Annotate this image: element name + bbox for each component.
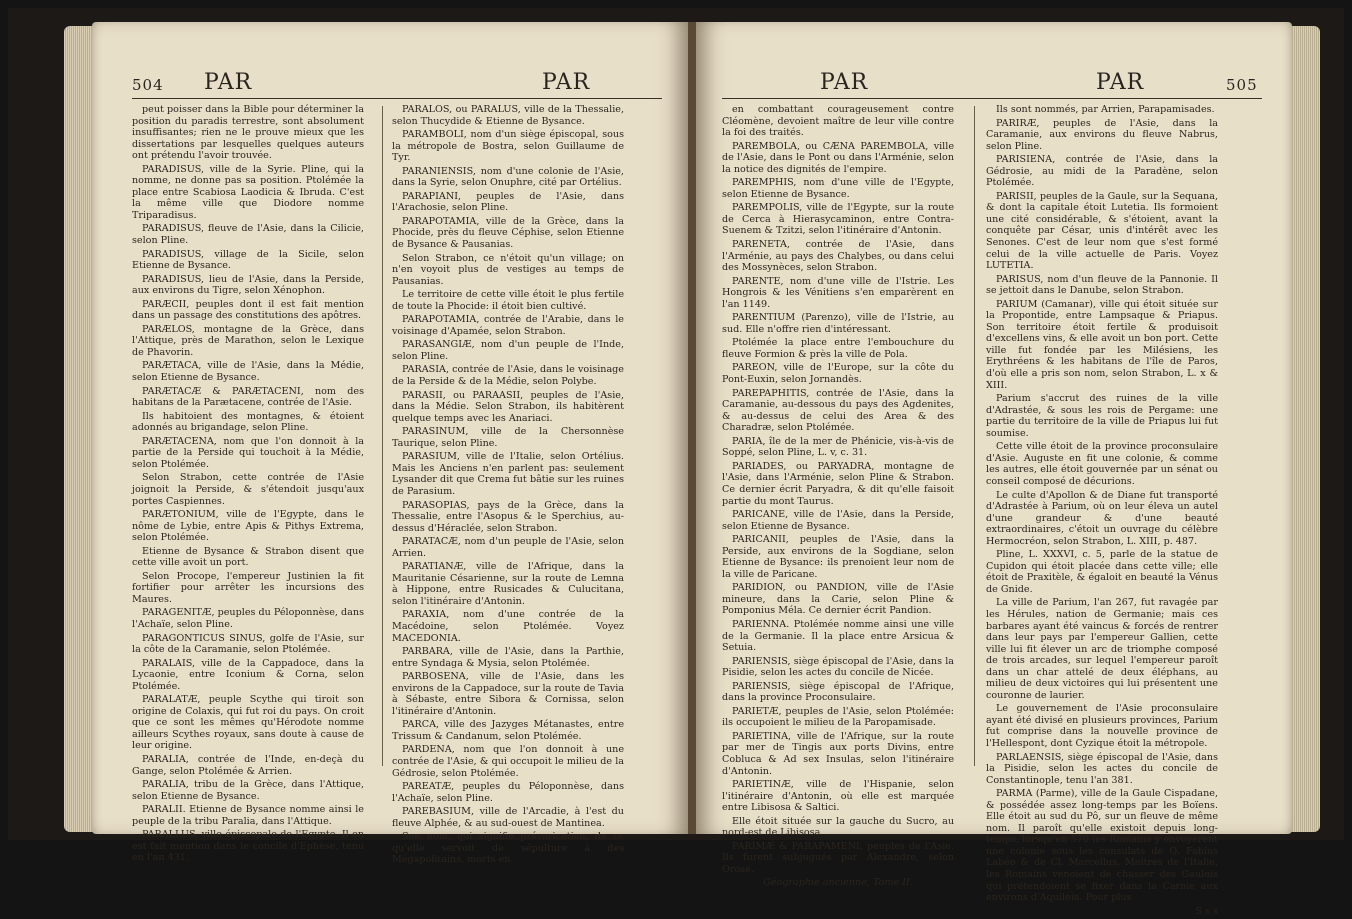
entry-paragraph: Etienne de Bysance & Strabon disent que cette ville avoit un port. — [132, 545, 364, 569]
entry-paragraph: PARÆLOS, montagne de la Grèce, dans l'Attique, près de Marathon, selon le Lexique de Phavorin. — [132, 323, 364, 358]
entry-paragraph: PARENETA, contrée de l'Asie, dans l'Arménie, au pays des Chalybes, ou dans celui des Mossynèces, selon Strabon. — [722, 239, 954, 274]
entry-paragraph: PARALII. Etienne de Bysance nomme ainsi le peuple de la tribu Paralia, dans l'Attique. — [132, 804, 364, 827]
entry-paragraph: PARADISUS, fleuve de l'Asie, dans la Cilicie, selon Pline. — [132, 223, 364, 247]
entry-paragraph: PARIADES, ou PARYADRA, montagne de l'Asie, dans l'Arménie, selon Pline & Strabon. Ce dernier écrit Paryadra, & dit qu'elle faisoit partie du mont Taurus. — [722, 460, 954, 507]
book-gutter — [688, 22, 696, 834]
entry-paragraph: PARIENNA. Ptolémée nomme ainsi une ville de la Germanie. Il la place entre Arsicua & Setuia. — [722, 618, 954, 654]
entry-paragraph: PARAGONTICUS SINUS, golfe de l'Asie, sur la côte de la Caramanie, selon Ptolémée. — [132, 632, 364, 656]
entry-paragraph: PARASII, ou PARAASII, peuples de l'Asie, dans la Médie. Selon Strabon, ils habitèrent quelque temps avec les Anariaci. — [392, 389, 624, 424]
entry-paragraph: Le culte d'Apollon & de Diane fut transporté d'Adrastée à Parium, où on leur éleva un autel d'une grandeur & d'une beauté extraordinaires, c'étoit un ouvrage du célèbre Hermocréon, selon Strabon, L. XIII, p. 487. — [986, 489, 1218, 547]
entry-paragraph: PARASIUM, ville de l'Italie, selon Ortélius. Mais les Anciens n'en parlent pas: seulement Lysander dit que Crema fut bâtie sur les ruines de Parasium. — [392, 451, 624, 497]
column-divider — [382, 106, 383, 766]
entry-paragraph: PARADISUS, village de la Sicile, selon Etienne de Bysance. — [132, 248, 364, 272]
column-divider — [974, 106, 975, 766]
entry-paragraph: en combattant courageusement contre Cléomène, devoient maître de leur ville contre la foi des traités. — [722, 104, 954, 139]
entry-paragraph: PARAGENITÆ, peuples du Péloponnèse, dans l'Achaïe, selon Pline. — [132, 607, 364, 630]
entry-paragraph: PARASOPIAS, pays de la Grèce, dans la Thessalie, entre l'Asopus & le Sperchius, au-dessus d'Héraclée, selon Strabon. — [392, 499, 624, 534]
entry-paragraph: PARALIA, contrée de l'Inde, en-deçà du Gange, selon Ptolémée & Arrien. — [132, 753, 364, 777]
entry-paragraph: PARAXIA, nom d'une contrée de la Macédoine, selon Ptolémée. Voyez MACEDONIA. — [392, 609, 624, 644]
header-rule — [722, 98, 1262, 99]
entry-paragraph: Pline, L. XXXVI, c. 5, parle de la statue de Cupidon qui étoit placée dans cette ville; elle étoit de Praxitèle, & égaloit en beauté la Vénus de Gnide. — [986, 549, 1218, 595]
entry-paragraph: PARIETINA, ville de l'Afrique, sur la route par mer de Tingis aux ports Divins, entre Cobluca & Ad sex Insulas, selon l'itinéraire d'Antonin. — [722, 730, 954, 777]
entry-paragraph: PARCA, ville des Jazyges Métanastes, entre Trissum & Candanum, selon Ptolémée. — [392, 719, 624, 742]
running-head-col2: PAR — [542, 70, 591, 95]
entry-paragraph: PARÆTACENA, nom que l'on donnoit à la partie de la Perside qui touchoit à la Médie, selon Ptolémée. — [132, 435, 364, 470]
entry-paragraph: PARAPOTAMIA, ville de la Grèce, dans la Phocide, près du fleuve Céphise, selon Etienne de Bysance & Pausanias. — [392, 215, 624, 251]
entry-paragraph: PARALLUS, ville épiscopale de l'Egypte. Il en est fait mention dans le concile d'Ephèse, tenu en l'an 431. — [132, 829, 364, 864]
running-head-col1: PAR — [204, 70, 253, 95]
right-column-1 — [722, 104, 954, 891]
entry-paragraph: PARIUM (Camanar), ville qui étoit située sur la Propontide, entre Lampsaque & Priapus. Son territoire étoit fertile & produisoit d'excellens vins, & elle avoit un bon port. Cette ville fut fondée par les Milésiens, les Erythréens & les habitans de l'île de Paros, d'où elle a pris son nom, selon Strabon, L. x & XIII. — [986, 298, 1218, 391]
page-number: 505 — [1226, 76, 1258, 94]
entry-paragraph: PAREATÆ, peuples du Péloponnèse, dans l'Achaïe, selon Pline. — [392, 781, 624, 804]
page-edges-right — [1290, 26, 1320, 832]
entry-paragraph: PARÆTACA, ville de l'Asie, dans la Médie, selon Etienne de Bysance. — [132, 360, 364, 384]
entry-paragraph: Parium s'accrut des ruines de la ville d'Adrastée, & sous les rois de Pergame: une partie du territoire de la ville de Priapus lui fut soumise. — [986, 393, 1218, 439]
entry-paragraph: PARAPIANI, peuples de l'Asie, dans l'Arachosie, selon Pline. — [392, 190, 624, 214]
entry-paragraph: PARBARA, ville de l'Asie, dans la Parthie, entre Syndaga & Mysia, selon Ptolémée. — [392, 646, 624, 669]
left-page-header — [92, 70, 688, 96]
entry-paragraph: PARANIENSIS, nom d'une colonie de l'Asie, dans la Syrie, selon Onuphre, cité par Ortélius. — [392, 165, 624, 189]
entry-paragraph: Ptolémée la place entre l'embouchure du fleuve Formion & près la ville de Pola. — [722, 337, 954, 360]
entry-paragraph: PARLAENSIS, siège épiscopal de l'Asie, dans la Pisidie, selon les actes du concile de Constantinople, tenu l'an 381. — [986, 751, 1218, 786]
entry-paragraph: PARENTE, nom d'une ville de l'Istrie. Les Hongrois & les Vénitiens s'en emparèrent en l'an 1149. — [722, 275, 954, 310]
entry-paragraph: PARÆTONIUM, ville de l'Egypte, dans le nôme de Lybie, entre Apis & Pithys Extrema, selon Ptolémée. — [132, 509, 364, 544]
entry-paragraph: PARICANII, peuples de l'Asie, dans la Perside, aux environs de la Sogdiane, selon Etienne de Bysance: ils prenoient leur nom de la ville de Paricane. — [722, 534, 954, 580]
entry-paragraph: PARBOSENA, ville de l'Asie, dans les environs de la Cappadoce, sur la route de Tavia à Sébaste, entre Sibora & Cornissa, selon l'itinéraire d'Antonin. — [392, 671, 624, 717]
entry-paragraph: PARIETÆ, peuples de l'Asie, selon Ptolémée: ils occupoient le milieu de la Paropamisade. — [722, 705, 954, 729]
page-edges-left — [64, 26, 94, 832]
entry-paragraph: PARENTIUM (Parenzo), ville de l'Istrie, au sud. Elle n'offre rien d'intéressant. — [722, 312, 954, 335]
left-column-2 — [392, 104, 624, 868]
entry-paragraph: PARALIA, tribu de la Grèce, dans l'Attique, selon Etienne de Bysance. — [132, 779, 364, 802]
page-number: 504 — [132, 76, 164, 94]
entry-paragraph: Le gouvernement de l'Asie proconsulaire ayant été divisé en plusieurs provinces, Parium fut comprise dans la nouvelle province de l'Hellespont, dont Cyzique étoit la métropole. — [986, 703, 1218, 749]
entry-paragraph: PARASIA, contrée de l'Asie, dans le voisinage de la Perside & de la Médie, selon Polybe. — [392, 364, 624, 388]
entry-paragraph: PARÆTACÆ & PARÆTACENI, nom des habitans de la Parætacene, contrée de l'Asie. — [132, 385, 364, 409]
signature-line: Géographie ancienne, Tome II. — [763, 877, 913, 889]
entry-paragraph: PARADISUS, ville de la Syrie. Pline, qui la nomme, ne donne pas sa position. Ptolémée la place entre Scabiosa Laodicia & Ibruda. C'est la même ville que Diodore nomme Triparadisus. — [132, 163, 364, 221]
entry-paragraph: PARIA, île de la mer de Phénicie, vis-à-vis de Soppé, selon Pline, L. v, c. 31. — [722, 435, 954, 459]
entry-paragraph: PARALOS, ou PARALUS, ville de la Thessalie, selon Thucydide & Etienne de Bysance. — [392, 104, 624, 127]
entry-paragraph: PARIRÆ, peuples de l'Asie, dans la Caramanie, aux environs du fleuve Nabrus, selon Pline. — [986, 117, 1218, 152]
right-column-2 — [986, 104, 1218, 919]
entry-paragraph: Elle étoit située sur la gauche du Sucro, au nord-est de Libisosa. — [722, 815, 954, 839]
entry-paragraph: PARIENSIS, siège épiscopal de l'Asie, dans la Pisidie, selon les actes du concile de Nicée. — [722, 655, 954, 679]
entry-paragraph: PARASANGIÆ, nom d'un peuple de l'Inde, selon Pline. — [392, 339, 624, 362]
entry-paragraph: PARAMBOLI, nom d'un siège épiscopal, sous la métropole de Bostra, selon Guillaume de Tyr. — [392, 129, 624, 164]
entry-paragraph: PARISUS, nom d'un fleuve de la Pannonie. Il se jettoit dans le Danube, selon Strabon. — [986, 273, 1218, 297]
entry-paragraph: Selon Procope, l'empereur Justinien la fit fortifier pour arrêter les incursions des Maures. — [132, 570, 364, 605]
entry-paragraph: PARAPOTAMIA, contrée de l'Arabie, dans le voisinage d'Apamée, selon Strabon. — [392, 314, 624, 337]
entry-paragraph: PARDENA, nom que l'on donnoit à une contrée de l'Asie, & qui occupoit le milieu de la Gédrosie, selon Ptolémée. — [392, 744, 624, 779]
entry-paragraph: PARATIANÆ, ville de l'Afrique, dans la Mauritanie Césarienne, sur la route de Lemna à Hippone, entre Rusicades & Culucitana, selon l'itinéraire d'Antonin. — [392, 561, 624, 607]
right-page-header — [696, 70, 1292, 96]
entry-paragraph: PARÆCII, peuples dont il est fait mention dans un passage des constitutions des apôtres. — [132, 298, 364, 322]
entry-paragraph: PARISIENA, contrée de l'Asie, dans la Gédrosie, au midi de la Paradène, selon Ptolémée. — [986, 154, 1218, 189]
entry-paragraph: PAREMBOLA, ou CÆNA PAREMBOLA, ville de l'Asie, dans le Pont ou dans l'Arménie, selon la notice des dignités de l'empire. — [722, 140, 954, 175]
right-page — [696, 22, 1292, 917]
running-head-col1: PAR — [820, 70, 869, 95]
entry-paragraph: PARIETINÆ, ville de l'Hispanie, selon l'itinéraire d'Antonin, où elle est marquée entre Libisosa & Saltici. — [722, 779, 954, 814]
entry-paragraph: PAREMPOLIS, ville de l'Egypte, sur la route de Cerca à Hierasycaminon, entre Contra-Suenem & Tzitzi, selon l'itinéraire d'Antonin. — [722, 202, 954, 237]
entry-paragraph: Cette ville étoit de la province proconsulaire d'Asie. Auguste en fit une colonie, & comme les autres, elle étoit gouvernée par un sénat ou conseil composé de décurions. — [986, 441, 1218, 487]
entry-paragraph: PAREMPHIS, nom d'une ville de l'Egypte, selon Etienne de Bysance. — [722, 177, 954, 200]
header-rule — [132, 98, 662, 99]
entry-paragraph: PARASINUM, ville de la Chersonnèse Taurique, selon Pline. — [392, 426, 624, 449]
entry-paragraph: La ville de Parium, l'an 267, fut ravagée par les Hérules, nation de Germanie; mais ces barbares ayant été vaincus & forcés de rentrer dans leur pays par l'empereur Gallien, cette ville lui fit élever un arc de triomphe composé de trois arcades, sur lequel l'empereur paroît dans un char attelé de deux éléphans, au milieu de deux victoires qui lui présentent une couronne de laurier. — [986, 597, 1218, 701]
entry-paragraph: PARIMÆ & PARAPAMENI, peuples de l'Asie. Ils furent subjugués par Alexandre, selon Orose. — [722, 840, 954, 875]
entry-paragraph: PARALATÆ, peuple Scythe qui tiroit son origine de Colaxis, qui fut roi du pays. On croit que ce sont les mêmes qu'Hérodote nomme ailleurs Scythes royaux, sans doute à cause de leur origine. — [132, 694, 364, 752]
entry-paragraph: Ils habitoient des montagnes, & étoient adonnés au brigandage, selon Pline. — [132, 410, 364, 434]
entry-paragraph: Son nom, qui signifie prévarication, de ce qu'elle servoit de sépulture à des Mégapolitains, morts en — [392, 831, 624, 866]
book-spread — [8, 8, 1344, 917]
entry-paragraph: Selon Strabon, ce n'étoit qu'un village; on n'en voyoit plus de vestiges au temps de Pausanias. — [392, 252, 624, 287]
entry-paragraph: PARMA (Parme), ville de la Gaule Cispadane, & possédée assez long-temps par les Boïens. Elle étoit au sud du Pô, sur un fleuve de même nom. Il paroît qu'elle existoit depuis long-temps, lorsqu'en 570 les Romains y envoyèrent une colonie sous les consulats de Q. Fabius Labéo & de Cl. Marcellus. Maîtres de l'Italie, les Romains venoient de chasser des Gaulois qui prétendoient se fixer dans la Carnie aux environs d'Aquileia. Pour plus — [986, 788, 1218, 904]
entry-paragraph: PARICANE, ville de l'Asie, dans la Perside, selon Etienne de Bysance. — [722, 509, 954, 532]
entry-paragraph: PAREON, ville de l'Europe, sur la côte du Pont-Euxin, selon Jornandès. — [722, 362, 954, 386]
entry-paragraph: PARISII, peuples de la Gaule, sur la Sequana, & dont la capitale étoit Lutetia. Ils formoient une cité considérable, & s'étoient, avant la conquête par César, unis d'intérêt avec les Senones. C'est de leur nom que s'est formé celui de la ville actuelle de Paris. Voyez LUTETIA. — [986, 190, 1218, 272]
entry-paragraph: peut poisser dans la Bible pour déterminer la position du paradis terrestre, sont absolument insuffisantes; rien ne le prouve mieux que les dissertations par lesquelles quelques auteurs ont prétendu l'avoir trouvée. — [132, 104, 364, 162]
entry-paragraph: Le territoire de cette ville étoit le plus fertile de toute la Phocide: il étoit bien cultivé. — [392, 289, 624, 312]
entry-paragraph: PARIENSIS, siège épiscopal de l'Afrique, dans la province Proconsulaire. — [722, 680, 954, 704]
running-head-col2: PAR — [1096, 70, 1145, 95]
left-page — [92, 22, 688, 866]
entry-paragraph: PAREBASIUM, ville de l'Arcadie, à l'est du fleuve Alphée, & au sud-ouest de Mantinea. — [392, 806, 624, 829]
left-column-1 — [132, 104, 364, 866]
entry-paragraph: PARADISUS, lieu de l'Asie, dans la Perside, aux environs du Tigre, selon Xénophon. — [132, 273, 364, 297]
entry-paragraph: Selon Strabon, cette contrée de l'Asie joignoit la Perside, & s'étendoit jusqu'aux portes Caspiennes. — [132, 472, 364, 507]
entry-paragraph: PARALAIS, ville de la Cappadoce, dans la Lycaonie, entre Iconium & Corna, selon Ptolémée. — [132, 657, 364, 692]
signature-line: S s s — [1195, 905, 1218, 917]
entry-paragraph: Ils sont nommés, par Arrien, Parapamisades. — [996, 104, 1215, 115]
entry-paragraph: PARATACÆ, nom d'un peuple de l'Asie, selon Arrien. — [392, 536, 624, 559]
entry-paragraph: PARIDION, ou PANDION, ville de l'Asie mineure, dans la Carie, selon Pline & Pomponius Méla. Ce dernier écrit Pandion. — [722, 582, 954, 617]
entry-paragraph: PAREPAPHITIS, contrée de l'Asie, dans la Caramanie, au-dessous du pays des Agdenites, & au-dessus de celui des Area & des Charadræ, selon Ptolémée. — [722, 387, 954, 434]
